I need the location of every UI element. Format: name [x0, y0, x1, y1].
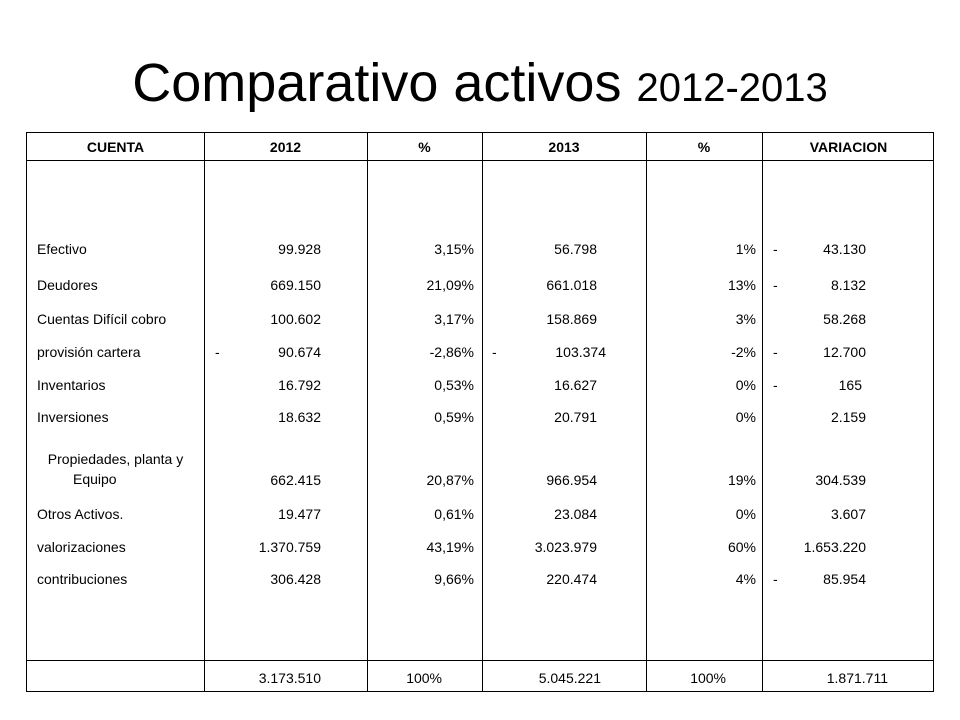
row-cuenta: Inversiones — [37, 409, 109, 425]
row-2012: 19.477 — [278, 506, 321, 522]
row-cuenta-line1: Propiedades, planta y — [47, 451, 184, 467]
row-pct-2013: -2% — [731, 344, 756, 360]
row-variacion: 1.653.220 — [803, 539, 866, 555]
row-2012: 100.602 — [270, 311, 321, 327]
var-negative-sign: - — [773, 241, 778, 257]
var-negative-sign: - — [773, 277, 778, 293]
row-cuenta: Deudores — [37, 277, 98, 293]
row-pct-2012: 3,17% — [434, 311, 474, 327]
row-pct-2013: 0% — [735, 409, 756, 425]
total-pct-2012: 100% — [406, 670, 442, 686]
row-variacion: 8.132 — [830, 277, 866, 293]
row-2012: 662.415 — [270, 472, 321, 488]
row-pct-2013: 60% — [727, 539, 756, 555]
row-variacion: 304.539 — [815, 472, 866, 488]
row-2013: 23.084 — [554, 506, 597, 522]
row-variacion: 3.607 — [830, 506, 866, 522]
row-2013: 103.374 — [555, 344, 606, 360]
total-pct-2013: 100% — [690, 670, 726, 686]
row-pct-2012: 3,15% — [434, 241, 474, 257]
row-pct-2012: 0,59% — [434, 409, 474, 425]
total-2013: 5.045.221 — [538, 670, 601, 686]
total-variacion: 1.871.711 — [826, 670, 888, 686]
total-divider — [27, 660, 933, 661]
row-2013: 56.798 — [554, 241, 597, 257]
row-cuenta: Otros Activos. — [37, 506, 124, 522]
row-pct-2012: 9,66% — [434, 571, 474, 587]
row-pct-2013: 19% — [727, 472, 756, 488]
header-pct-2012: % — [418, 139, 431, 155]
row-variacion: 2.159 — [830, 409, 866, 425]
row-pct-2013: 0% — [735, 506, 756, 522]
row-2013: 661.018 — [546, 277, 597, 293]
row-2013: 3.023.979 — [534, 539, 597, 555]
header-pct-2013: % — [697, 139, 711, 155]
row-2012: 99.928 — [278, 241, 321, 257]
var-negative-sign: - — [773, 571, 778, 587]
header-2013: 2013 — [548, 139, 580, 155]
row-variacion: 58.268 — [823, 311, 866, 327]
row-pct-2013: 3% — [735, 311, 756, 327]
row-pct-2012: 43,19% — [426, 539, 474, 555]
row-cuenta: Inventarios — [37, 377, 106, 393]
page-title — [0, 52, 960, 114]
row-2013: 158.869 — [546, 311, 597, 327]
total-2012: 3.173.510 — [258, 670, 321, 686]
row-variacion: 165 — [838, 377, 862, 393]
title-years: 2012-2013 — [636, 66, 828, 110]
row-2013: 966.954 — [546, 472, 597, 488]
row-pct-2012: 0,61% — [434, 506, 474, 522]
header-cuenta: CUENTA — [86, 139, 145, 155]
header-2012: 2012 — [269, 139, 302, 155]
row-2013: 220.474 — [546, 571, 597, 587]
row-2012: 306.428 — [270, 571, 321, 587]
header-variacion: VARIACION — [809, 139, 888, 155]
row-2012: 669.150 — [270, 277, 321, 293]
v2013-negative-sign: - — [492, 344, 497, 360]
row-cuenta: Cuentas Difícil cobro — [37, 311, 167, 327]
var-negative-sign: - — [773, 344, 778, 360]
row-2012: 16.792 — [278, 377, 321, 393]
row-cuenta: provisión cartera — [37, 344, 141, 360]
row-variacion: 43.130 — [823, 241, 866, 257]
row-cuenta: valorizaciones — [37, 539, 126, 555]
row-cuenta-line2: Equipo — [73, 471, 117, 487]
row-cuenta: contribuciones — [37, 571, 128, 587]
row-2013: 16.627 — [554, 377, 597, 393]
row-variacion: 12.700 — [823, 344, 866, 360]
row-2012: 1.370.759 — [258, 539, 321, 555]
row-pct-2013: 13% — [727, 277, 756, 293]
title-main: Comparativo activos — [132, 53, 637, 113]
row-pct-2012: -2,86% — [429, 344, 474, 360]
row-pct-2013: 0% — [735, 377, 756, 393]
row-pct-2012: 21,09% — [426, 277, 474, 293]
assets-comparison-table — [26, 132, 934, 692]
var-negative-sign: - — [773, 377, 778, 393]
v2012-negative-sign: - — [215, 344, 220, 360]
row-2012: 90.674 — [278, 344, 321, 360]
row-pct-2013: 1% — [735, 241, 756, 257]
row-pct-2013: 4% — [735, 571, 756, 587]
row-2013: 20.791 — [554, 409, 597, 425]
row-pct-2012: 20,87% — [426, 472, 474, 488]
header-divider — [27, 160, 933, 161]
row-variacion: 85.954 — [823, 571, 866, 587]
row-cuenta: Efectivo — [37, 241, 87, 257]
row-2012: 18.632 — [278, 409, 321, 425]
row-pct-2012: 0,53% — [434, 377, 474, 393]
